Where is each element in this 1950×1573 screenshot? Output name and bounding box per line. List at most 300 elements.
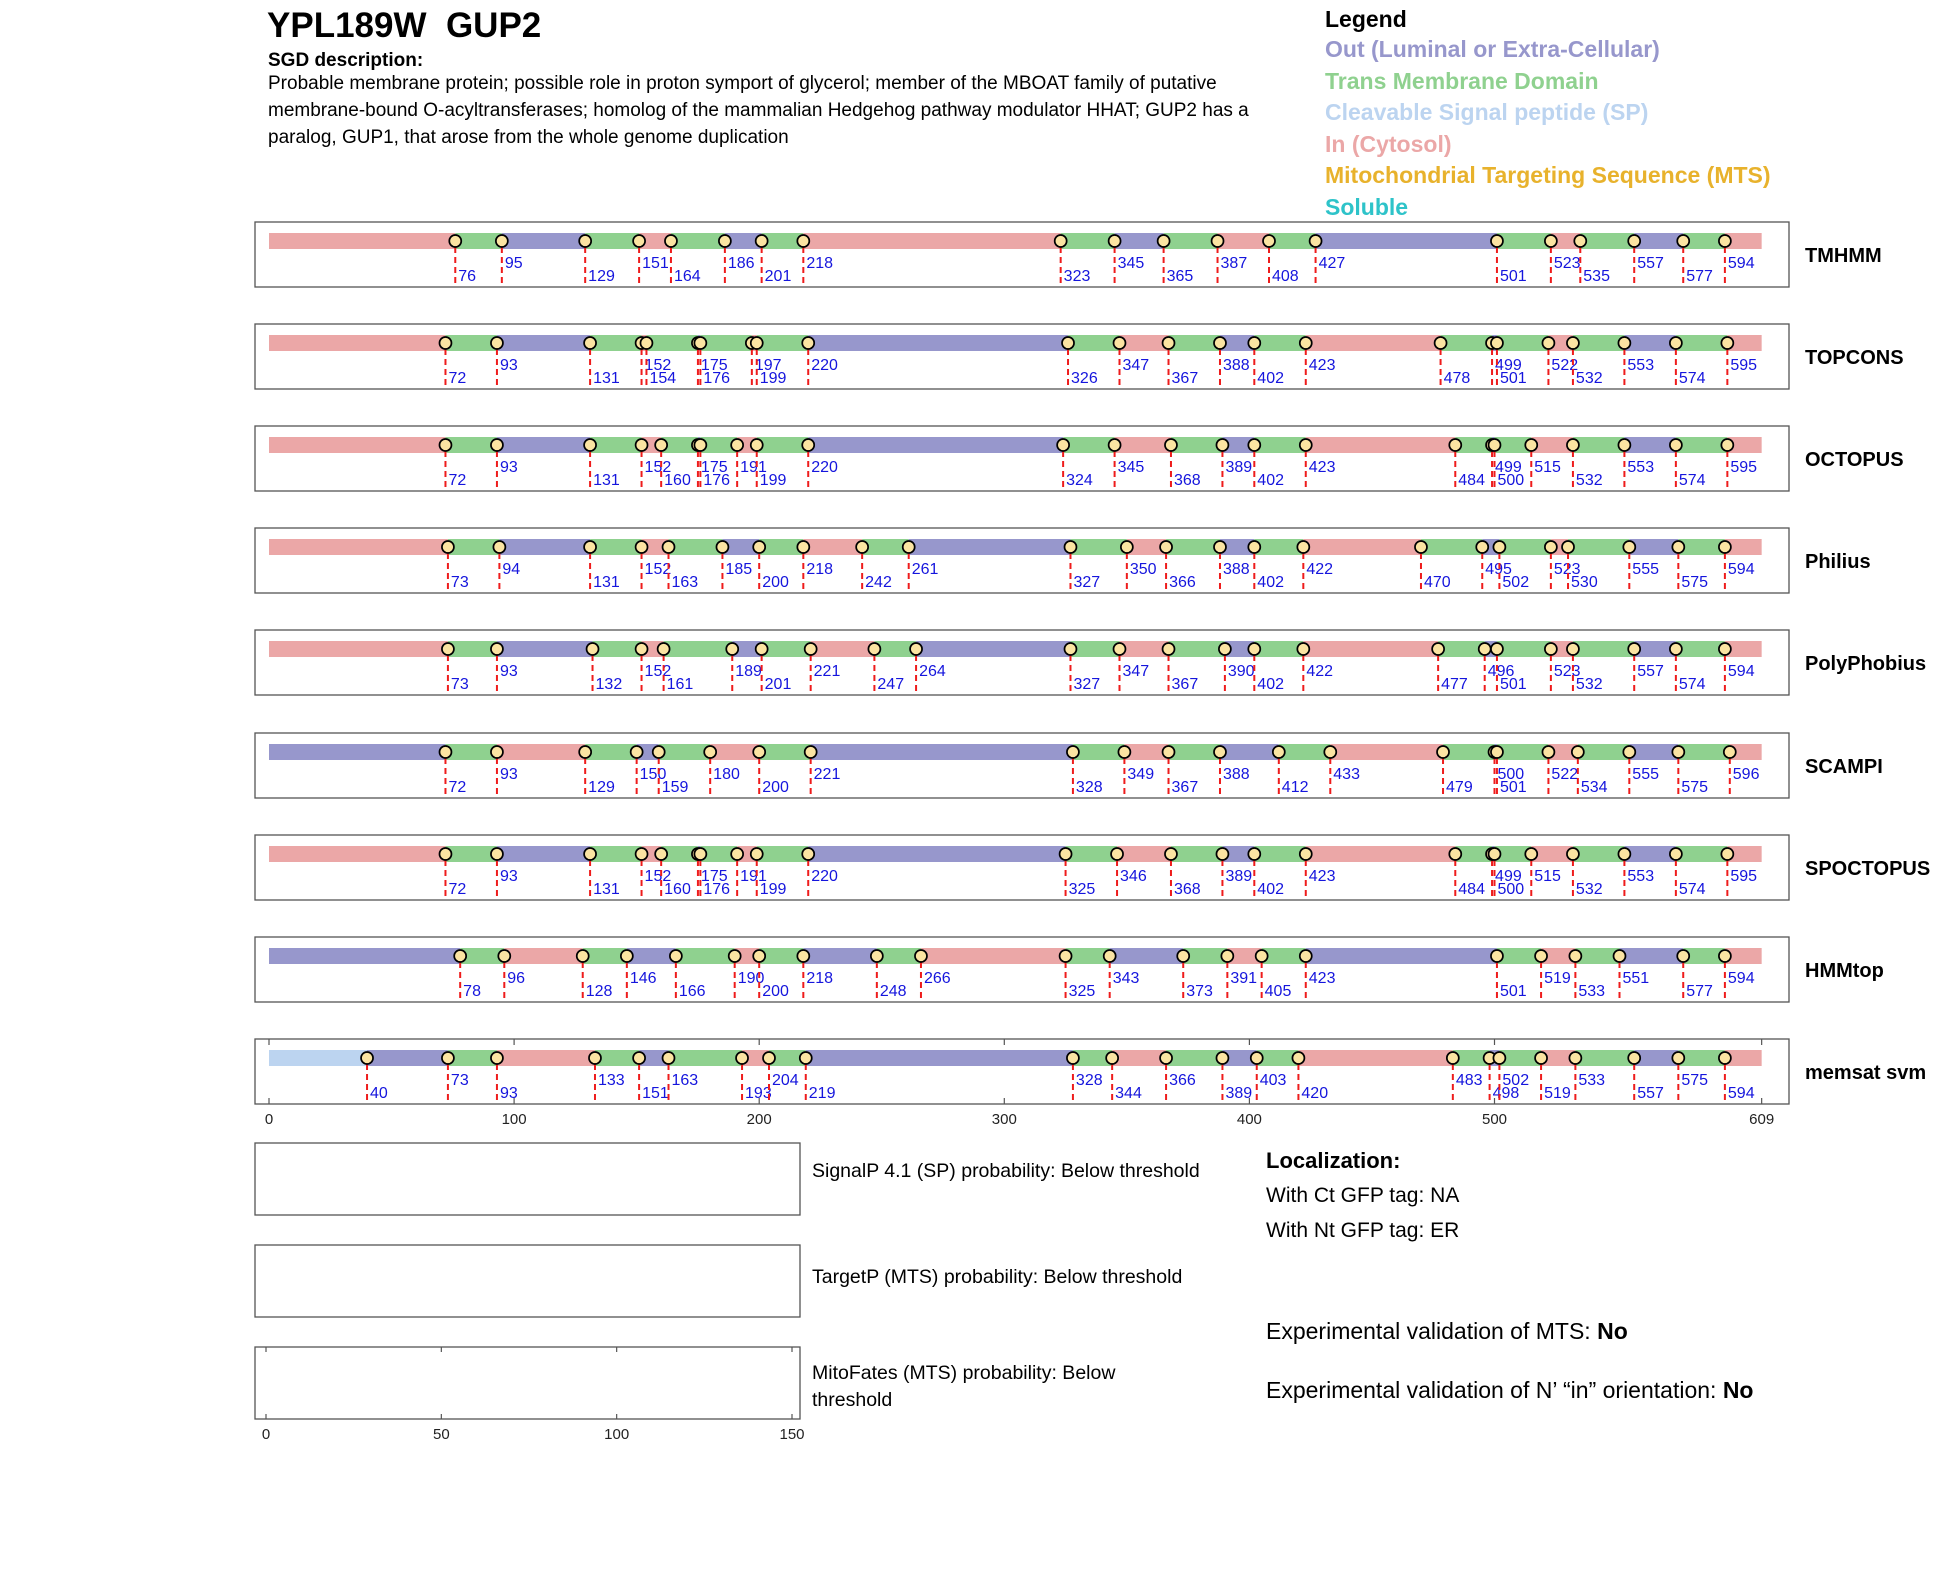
tm-segment	[1061, 233, 1115, 249]
legend-item-tm: Trans Membrane Domain	[1325, 67, 1599, 94]
boundary-label: 368	[1173, 472, 1201, 489]
boundary-marker	[1062, 337, 1074, 349]
tm-segment	[1169, 641, 1225, 657]
boundary-marker	[1618, 848, 1630, 860]
boundary-marker	[663, 541, 675, 553]
boundary-marker	[1677, 235, 1689, 247]
boundary-marker	[1263, 235, 1275, 247]
boundary-marker	[1449, 848, 1461, 860]
boundary-marker	[621, 950, 633, 962]
boundary-label: 40	[370, 1085, 388, 1102]
luminal-segment	[808, 335, 1068, 351]
boundary-marker	[1160, 541, 1172, 553]
boundary-marker	[1214, 746, 1226, 758]
boundary-marker	[1109, 439, 1121, 451]
boundary-marker	[584, 337, 596, 349]
boundary-label: 325	[1068, 881, 1096, 898]
boundary-marker	[1545, 541, 1557, 553]
luminal-segment	[806, 1050, 1073, 1066]
boundary-label: 189	[735, 663, 762, 680]
sgd-description-text: Probable membrane protein; possible role in proton symport of glycerol; member of the MBOAT family of putative membrane-bound O-acyltransferases; homolog of the mammalian Hedgehog pathway modulator HHAT; GUP2 has a paralog, GUP1, that arose from the whole genome duplication	[268, 73, 1249, 148]
luminal-segment	[811, 744, 1073, 760]
boundary-label: 323	[1063, 268, 1091, 285]
boundary-label: 422	[1306, 561, 1334, 578]
tm-segment	[445, 846, 496, 862]
tm-segment	[700, 335, 751, 351]
boundary-marker	[1618, 337, 1630, 349]
boundary-marker	[1491, 950, 1503, 962]
boundary-marker	[800, 1052, 812, 1064]
luminal-segment	[808, 846, 1065, 862]
boundary-marker	[736, 1052, 748, 1064]
boundary-label: 498	[1492, 1085, 1520, 1102]
prob-axis-tick-label: 50	[432, 1426, 450, 1443]
luminal-segment	[803, 948, 877, 964]
boundary-label: 367	[1171, 370, 1199, 387]
boundary-marker	[1569, 1052, 1581, 1064]
boundary-marker	[636, 439, 648, 451]
boundary-marker	[665, 235, 677, 247]
boundary-label: 499	[1495, 459, 1522, 476]
luminal-segment	[269, 744, 445, 760]
cytosol-segment	[710, 744, 759, 760]
cytosol-segment	[504, 948, 582, 964]
boundary-marker	[751, 439, 763, 451]
tm-segment	[1269, 233, 1316, 249]
boundary-marker	[579, 746, 591, 758]
cytosol-segment	[1119, 335, 1168, 351]
boundary-marker	[1437, 746, 1449, 758]
boundary-marker	[1672, 1052, 1684, 1064]
boundary-marker	[716, 541, 728, 553]
track-name: SCAMPI	[1805, 756, 1883, 778]
boundary-marker	[1060, 848, 1072, 860]
signalp-label: SignalP 4.1 (SP) probability: Below threshold	[812, 1160, 1200, 1182]
boundary-label: 555	[1632, 766, 1660, 783]
luminal-segment	[499, 539, 590, 555]
tm-segment	[669, 1050, 743, 1066]
boundary-marker	[753, 950, 765, 962]
boundary-marker	[1545, 235, 1557, 247]
boundary-label: 574	[1678, 676, 1706, 693]
boundary-marker	[1055, 235, 1067, 247]
boundary-label: 219	[808, 1085, 836, 1102]
boundary-label: 515	[1534, 459, 1561, 476]
boundary-marker	[1545, 643, 1557, 655]
boundary-label: 523	[1553, 561, 1581, 578]
boundary-label: 327	[1073, 676, 1101, 693]
boundary-marker	[1165, 848, 1177, 860]
boundary-label: 368	[1173, 881, 1201, 898]
tm-segment	[646, 335, 697, 351]
track-name: HMMtop	[1805, 960, 1884, 982]
boundary-label: 402	[1257, 676, 1285, 693]
boundary-label: 594	[1727, 561, 1755, 578]
boundary-label: 218	[806, 255, 834, 272]
cytosol-segment	[1218, 233, 1269, 249]
boundary-label: 499	[1495, 868, 1522, 885]
boundary-marker	[1542, 337, 1554, 349]
boundary-marker	[915, 950, 927, 962]
boundary-label: 160	[664, 472, 691, 489]
boundary-label: 72	[448, 779, 467, 796]
nt-gfp-localization: With Nt GFP tag: ER	[1266, 1219, 1460, 1242]
tm-segment	[1497, 335, 1548, 351]
legend-item-sp: Cleavable Signal peptide (SP)	[1325, 99, 1649, 125]
prob-axis-tick-label: 100	[604, 1426, 630, 1443]
boundary-marker	[1628, 235, 1640, 247]
mitofates-label: MitoFates (MTS) probability: Below threshold	[812, 1362, 1116, 1411]
cytosol-segment	[1303, 641, 1438, 657]
tm-segment	[1676, 846, 1727, 862]
boundary-label: 575	[1681, 1072, 1709, 1089]
boundary-label: 96	[507, 970, 526, 987]
boundary-marker	[802, 337, 814, 349]
tm-segment	[1438, 641, 1485, 657]
tm-segment	[676, 948, 735, 964]
boundary-marker	[1297, 541, 1309, 553]
boundary-marker	[1724, 746, 1736, 758]
boundary-label: 577	[1686, 268, 1713, 285]
legend-item-in: In (Cytosol)	[1325, 130, 1452, 157]
boundary-label: 175	[700, 868, 728, 885]
tm-segment	[1676, 641, 1725, 657]
boundary-marker	[753, 541, 765, 553]
boundary-marker	[1300, 950, 1312, 962]
tm-segment	[1573, 335, 1624, 351]
boundary-label: 247	[877, 676, 905, 693]
prob-axis-tick-label: 150	[779, 1426, 805, 1443]
localization-title: Localization:	[1266, 1148, 1401, 1173]
luminal-segment	[502, 233, 585, 249]
boundary-marker	[1248, 848, 1260, 860]
boundary-label: 185	[725, 561, 753, 578]
boundary-label: 193	[745, 1085, 772, 1102]
orientation-validation-value: No	[1722, 1377, 1754, 1403]
boundary-marker	[1113, 643, 1125, 655]
boundary-marker	[1721, 439, 1733, 451]
boundary-marker	[491, 1052, 503, 1064]
cytosol-segment	[1306, 846, 1456, 862]
luminal-segment	[367, 1050, 448, 1066]
tm-segment	[590, 846, 641, 862]
tm-segment	[1164, 233, 1218, 249]
tm-segment	[1254, 437, 1305, 453]
boundary-label: 594	[1727, 255, 1755, 272]
boundary-marker	[1569, 950, 1581, 962]
cytosol-segment	[1115, 437, 1171, 453]
boundary-label: 389	[1225, 1085, 1253, 1102]
axis-tick-label: 100	[501, 1111, 527, 1128]
boundary-marker	[1248, 541, 1260, 553]
boundary-label: 501	[1499, 676, 1527, 693]
track-name: PolyPhobius	[1805, 653, 1927, 675]
boundary-marker	[1310, 235, 1322, 247]
boundary-marker	[1432, 643, 1444, 655]
boundary-marker	[655, 848, 667, 860]
tm-segment	[762, 641, 811, 657]
boundary-label: 131	[593, 472, 620, 489]
boundary-marker	[726, 643, 738, 655]
boundary-label: 423	[1308, 970, 1336, 987]
tm-segment	[590, 539, 641, 555]
boundary-marker	[1493, 541, 1505, 553]
boundary-label: 221	[813, 766, 841, 783]
boundary-label: 343	[1112, 970, 1140, 987]
boundary-label: 388	[1222, 357, 1250, 374]
boundary-label: 366	[1169, 574, 1196, 591]
luminal-segment	[1624, 437, 1675, 453]
boundary-label: 405	[1264, 983, 1292, 1000]
boundary-label: 534	[1580, 779, 1608, 796]
boundary-label: 200	[762, 574, 789, 591]
boundary-marker	[756, 235, 768, 247]
boundary-marker	[805, 643, 817, 655]
boundary-label: 530	[1571, 574, 1598, 591]
tm-segment	[1073, 744, 1124, 760]
boundary-label: 152	[644, 357, 672, 374]
tm-segment	[445, 744, 496, 760]
boundary-label: 391	[1230, 970, 1258, 987]
boundary-label: 93	[499, 868, 518, 885]
boundary-label: 129	[588, 779, 615, 796]
cytosol-segment	[1117, 846, 1171, 862]
cytosol-segment	[1306, 437, 1456, 453]
boundary-label: 350	[1129, 561, 1157, 578]
boundary-marker	[589, 1052, 601, 1064]
boundary-label: 152	[644, 868, 672, 885]
boundary-label: 146	[629, 970, 657, 987]
tm-segment	[585, 233, 639, 249]
boundary-marker	[1121, 541, 1133, 553]
boundary-marker	[1670, 848, 1682, 860]
luminal-segment	[1629, 744, 1678, 760]
boundary-marker	[454, 950, 466, 962]
boundary-marker	[1542, 746, 1554, 758]
tm-segment	[759, 744, 810, 760]
boundary-marker	[584, 848, 596, 860]
boundary-label: 533	[1578, 983, 1606, 1000]
boundary-marker	[496, 235, 508, 247]
tm-segment	[1575, 1050, 1634, 1066]
boundary-label: 478	[1443, 370, 1471, 387]
luminal-segment	[1316, 233, 1497, 249]
tm-segment	[1678, 744, 1729, 760]
boundary-marker	[1216, 439, 1228, 451]
boundary-marker	[439, 848, 451, 860]
tm-segment	[1171, 846, 1222, 862]
boundary-marker	[1251, 1052, 1263, 1064]
axis-tick-label: 609	[1749, 1111, 1775, 1128]
tm-segment	[590, 437, 641, 453]
tm-segment	[1676, 335, 1727, 351]
boundary-label: 596	[1732, 766, 1760, 783]
boundary-marker	[797, 235, 809, 247]
boundary-marker	[868, 643, 880, 655]
track-name: TMHMM	[1805, 245, 1882, 267]
boundary-marker	[442, 1052, 454, 1064]
cytosol-segment	[269, 539, 448, 555]
boundary-label: 176	[703, 472, 731, 489]
boundary-label: 93	[499, 766, 518, 783]
prob-axis-tick-label: 0	[261, 1426, 271, 1443]
boundary-marker	[1248, 643, 1260, 655]
boundary-marker	[361, 1052, 373, 1064]
tm-segment	[757, 846, 808, 862]
boundary-marker	[636, 848, 648, 860]
boundary-label: 484	[1458, 472, 1485, 489]
boundary-label: 594	[1727, 663, 1755, 680]
boundary-marker	[1719, 950, 1731, 962]
boundary-marker	[439, 337, 451, 349]
boundary-marker	[1163, 746, 1175, 758]
boundary-marker	[491, 337, 503, 349]
boundary-label: 433	[1333, 766, 1360, 783]
boundary-marker	[1064, 643, 1076, 655]
boundary-marker	[856, 541, 868, 553]
boundary-marker	[805, 746, 817, 758]
boundary-marker	[1623, 746, 1635, 758]
boundary-label: 131	[593, 574, 620, 591]
boundary-marker	[756, 643, 768, 655]
boundary-label: 186	[727, 255, 755, 272]
boundary-marker	[1535, 1052, 1547, 1064]
boundary-marker	[1677, 950, 1689, 962]
boundary-marker	[1113, 337, 1125, 349]
boundary-marker	[1248, 439, 1260, 451]
boundary-label: 93	[499, 459, 518, 476]
cytosol-segment	[269, 846, 445, 862]
luminal-segment	[627, 948, 676, 964]
boundary-label: 261	[911, 561, 939, 578]
boundary-label: 390	[1227, 663, 1255, 680]
boundary-label: 93	[499, 663, 518, 680]
tm-segment	[1070, 641, 1119, 657]
boundary-label: 496	[1487, 663, 1515, 680]
boundary-label: 164	[673, 268, 701, 285]
tm-segment	[1279, 744, 1330, 760]
boundary-label: 594	[1727, 1085, 1755, 1102]
cytosol-segment	[269, 437, 445, 453]
boundary-marker	[1567, 848, 1579, 860]
boundary-label: 201	[764, 268, 792, 285]
boundary-marker	[1064, 541, 1076, 553]
boundary-marker	[1435, 337, 1447, 349]
track-name: OCTOPUS	[1805, 449, 1904, 471]
luminal-segment	[497, 437, 590, 453]
boundary-marker	[1212, 235, 1224, 247]
tm-segment	[448, 641, 497, 657]
boundary-marker	[640, 337, 652, 349]
boundary-marker	[1721, 337, 1733, 349]
boundary-marker	[1572, 746, 1584, 758]
boundary-marker	[655, 439, 667, 451]
axis-tick-label: 200	[746, 1111, 772, 1128]
luminal-segment	[916, 641, 1070, 657]
boundary-label: 402	[1257, 472, 1285, 489]
boundary-marker	[719, 235, 731, 247]
boundary-marker	[694, 848, 706, 860]
tm-segment	[1254, 335, 1305, 351]
boundary-marker	[498, 950, 510, 962]
boundary-label: 93	[499, 357, 518, 374]
mitofates-panel	[255, 1347, 800, 1419]
boundary-marker	[493, 541, 505, 553]
boundary-marker	[442, 541, 454, 553]
axis-tick-label: 500	[1481, 1111, 1508, 1128]
boundary-label: 477	[1441, 676, 1468, 693]
boundary-label: 422	[1306, 663, 1334, 680]
boundary-label: 325	[1068, 983, 1096, 1000]
boundary-marker	[577, 950, 589, 962]
boundary-label: 389	[1225, 459, 1253, 476]
legend-item-mts: Mitochondrial Targeting Sequence (MTS)	[1325, 162, 1771, 188]
boundary-marker	[1297, 643, 1309, 655]
boundary-label: 163	[671, 574, 699, 591]
boundary-label: 427	[1318, 255, 1346, 272]
boundary-label: 523	[1553, 255, 1581, 272]
boundary-label: 200	[762, 983, 789, 1000]
boundary-label: 502	[1502, 574, 1530, 591]
boundary-marker	[1111, 848, 1123, 860]
boundary-marker	[1214, 337, 1226, 349]
boundary-label: 501	[1499, 779, 1527, 796]
localization-block	[1266, 1148, 1459, 1254]
boundary-label: 221	[813, 663, 841, 680]
luminal-segment	[1220, 744, 1279, 760]
boundary-label: 574	[1678, 370, 1706, 387]
boundary-marker	[1562, 541, 1574, 553]
tm-segment	[1254, 846, 1305, 862]
axis-tick-label: 0	[264, 1111, 274, 1128]
boundary-label: 128	[585, 983, 613, 1000]
boundary-marker	[1719, 643, 1731, 655]
cytosol-segment	[1298, 1050, 1452, 1066]
boundary-label: 402	[1257, 881, 1285, 898]
tm-segment	[1497, 233, 1551, 249]
boundary-marker	[1628, 643, 1640, 655]
boundary-marker	[1447, 1052, 1459, 1064]
boundary-marker	[1060, 950, 1072, 962]
boundary-label: 523	[1553, 663, 1581, 680]
boundary-label: 72	[448, 472, 467, 489]
boundary-marker	[491, 439, 503, 451]
boundary-marker	[631, 746, 643, 758]
track-name: memsat svm	[1805, 1062, 1927, 1084]
boundary-label: 347	[1122, 357, 1150, 374]
boundary-label: 483	[1455, 1072, 1483, 1089]
axis-tick-label: 300	[991, 1111, 1017, 1128]
boundary-label: 324	[1066, 472, 1093, 489]
boundary-marker	[663, 1052, 675, 1064]
boundary-label: 344	[1115, 1085, 1142, 1102]
tm-segment	[1169, 335, 1220, 351]
boundary-label: 204	[772, 1072, 799, 1089]
boundary-label: 532	[1575, 881, 1603, 898]
boundary-marker	[1672, 746, 1684, 758]
tm-segment	[1578, 744, 1629, 760]
boundary-marker	[1160, 1052, 1172, 1064]
cytosol-segment	[811, 641, 875, 657]
boundary-label: 133	[597, 1072, 625, 1089]
boundary-marker	[1525, 439, 1537, 451]
boundary-label: 484	[1458, 881, 1485, 898]
boundary-label: 248	[879, 983, 907, 1000]
boundary-label: 346	[1120, 868, 1147, 885]
boundary-label: 152	[644, 663, 672, 680]
boundary-label: 532	[1575, 676, 1603, 693]
boundary-marker	[491, 848, 503, 860]
